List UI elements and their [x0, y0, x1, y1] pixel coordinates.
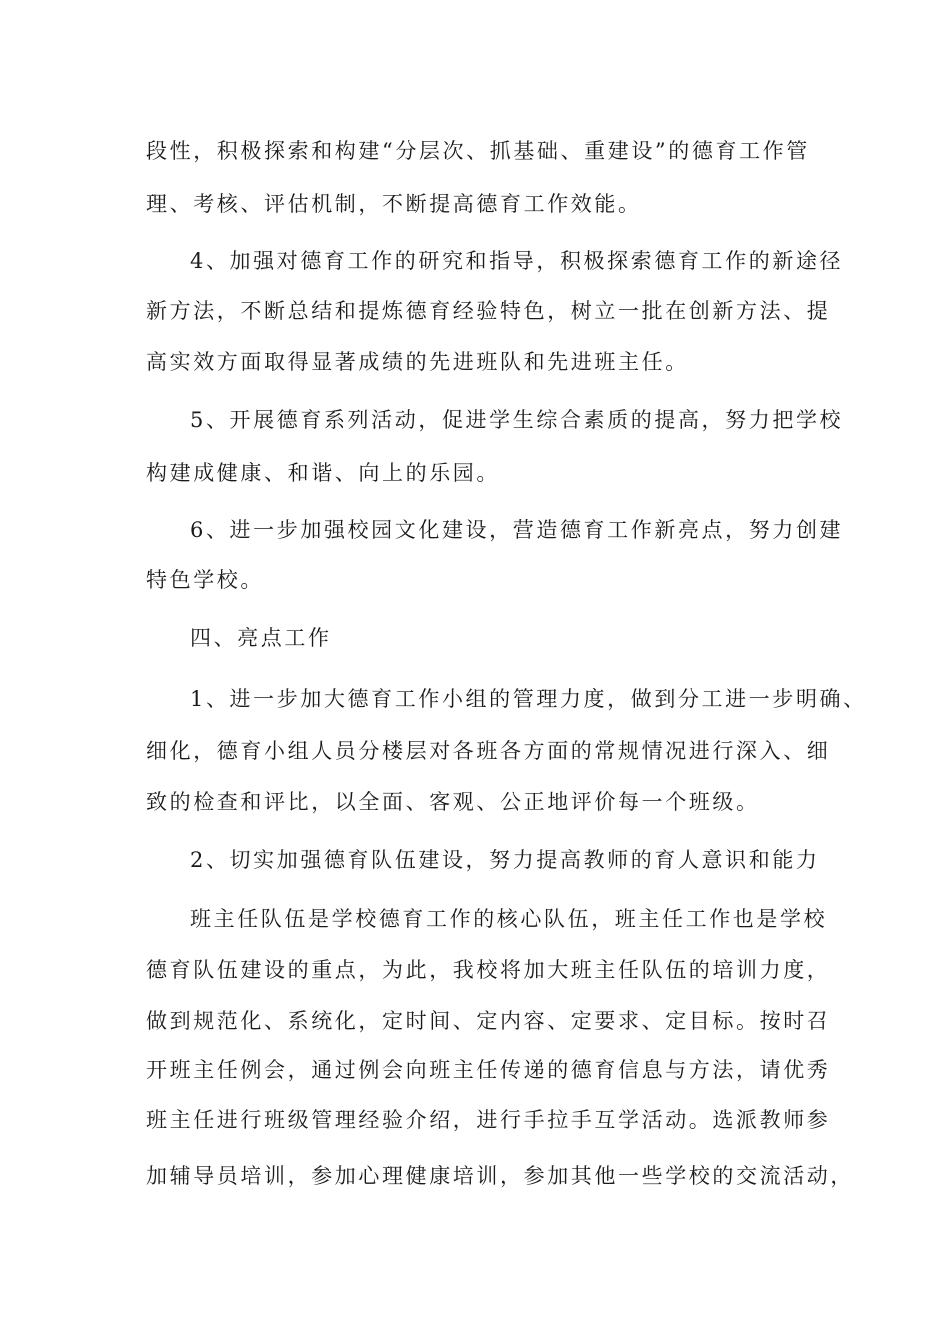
list-item-6-line: 特色学校。: [146, 568, 264, 592]
list-item-5-line: 构建成健康、和谐、向上的乐园。: [146, 461, 500, 485]
highlight-item-1-line: 1、进一步加大德育工作小组的管理力度，做到分工进一步明确、: [190, 687, 867, 711]
body-paragraph-line: 加辅导员培训，参加心理健康培训，参加其他一些学校的交流活动，: [146, 1164, 854, 1188]
body-paragraph-line: 开班主任例会，通过例会向班主任传递的德育信息与方法，请优秀: [146, 1058, 831, 1082]
highlight-item-1-line: 致的检查和评比，以全面、客观、公正地评价每一个班级。: [146, 790, 760, 814]
list-item-4-line: 4、加强对德育工作的研究和指导，积极探索德育工作的新途径: [190, 249, 844, 273]
paragraph-line: 段性，积极探索和构建“分层次、抓基础、重建设”的德育工作管: [146, 139, 810, 163]
list-item-5-line: 5、开展德育系列活动，促进学生综合素质的提高，努力把学校: [190, 408, 844, 432]
section-heading: 四、亮点工作: [190, 626, 332, 650]
body-paragraph-line: 做到规范化、系统化，定时间、定内容、定要求、定目标。按时召: [146, 1009, 831, 1033]
list-item-6-line: 6、进一步加强校园文化建设，营造德育工作新亮点，努力创建: [190, 518, 844, 542]
paragraph-line: 理、考核、评估机制，不断提高德育工作效能。: [146, 192, 642, 216]
highlight-item-2-line: 2、切实加强德育队伍建设，努力提高教师的育人意识和能力: [190, 848, 820, 872]
body-paragraph-line: 德育队伍建设的重点，为此，我校将加大班主任队伍的培训力度，: [146, 958, 831, 982]
list-item-4-line: 新方法，不断总结和提炼德育经验特色，树立一批在创新方法、提: [146, 299, 831, 323]
highlight-item-1-line: 细化，德育小组人员分楼层对各班各方面的常规情况进行深入、细: [146, 739, 831, 763]
body-paragraph-line: 班主任进行班级管理经验介绍，进行手拉手互学活动。选派教师参: [146, 1108, 831, 1132]
list-item-4-line: 高实效方面取得显著成绩的先进班队和先进班主任。: [146, 350, 689, 374]
body-paragraph-line: 班主任队伍是学校德育工作的核心队伍，班主任工作也是学校: [190, 907, 828, 931]
